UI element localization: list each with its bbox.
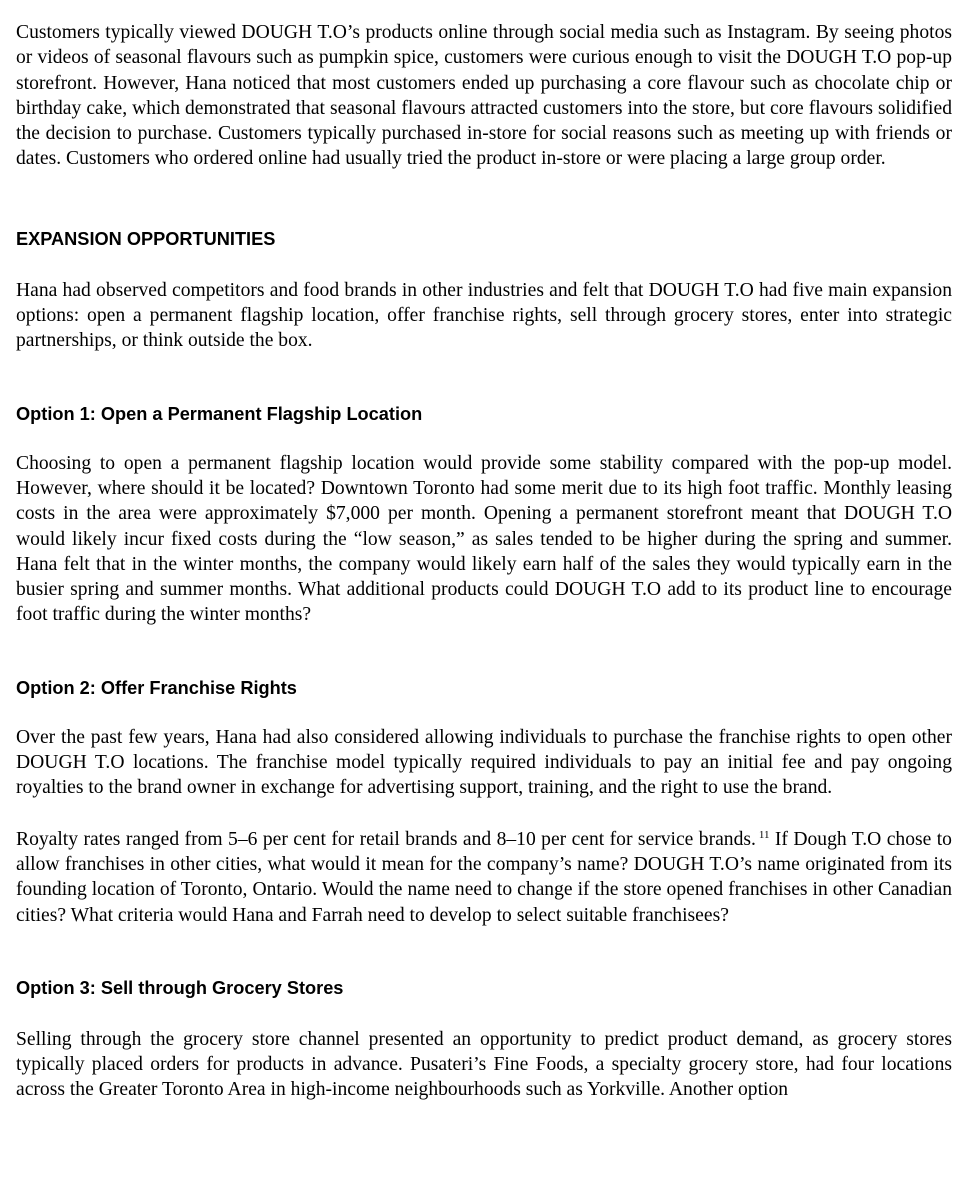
option2-paragraph-2-start: Royalty rates ranged from 5–6 per cent for retail brands and 8–10 per cent for service brands. — [16, 828, 756, 850]
intro-paragraph: Customers typically viewed DOUGH T.O’s products online through social media such as Instagram. By seeing photos or videos of seasonal flavours such as pumpkin spice, customers were curious enough to visit the DOUGH T.O pop-up storefront. However, Hana noticed that most customers ended up purchasing a core flavour such as chocolate chip or birthday cake, which demonstrated that seasonal flavours attracted customers into the store, but core flavours solidified the decision to purchase. Customers typically purchased in-store for social reasons such as meeting up with friends or dates. Customers who ordered online had usually tried the product in-store or were placing a large group order. — [16, 22, 952, 170]
option2-paragraph-1: Over the past few years, Hana had also considered allowing individuals to purchase the franchise rights to open other DOUGH T.O locations. The franchise model typically required individuals to pay an initial fee and pay ongoing royalties to the brand owner in exchange for advertising support, training, and the right to use the brand. — [16, 726, 952, 799]
expansion-opportunities-heading: EXPANSION OPPORTUNITIES — [16, 228, 276, 249]
option3-heading: Option 3: Sell through Grocery Stores — [16, 977, 344, 998]
document-page — [16, 20, 952, 1103]
option2-heading: Option 2: Offer Franchise Rights — [16, 677, 297, 698]
option2-paragraph-2-end: If Dough T.O chose to allow franchises in other cities, what would it mean for the company’s name? DOUGH T.O’s name originated from its founding location of Toronto, Ontario. Would the name need to change if the store opened franchises in other Canadian cities? What criteria would Hana and Farrah need to develop to select suitable franchisees? — [16, 828, 952, 926]
footnote-marker: 11 — [758, 828, 770, 841]
expansion-paragraph: Hana had observed competitors and food brands in other industries and felt that DOUGH T.O had five main expansion options: open a permanent flagship location, offer franchise rights, sell through grocery stores, enter into strategic partnerships, or think outside the box. — [16, 279, 952, 352]
option3-paragraph: Selling through the grocery store channel presented an opportunity to predict product demand, as grocery stores typically placed orders for products in advance. Pusateri’s Fine Foods, a specialty grocery store, had four locations across the Greater Toronto Area in high-income neighbourhoods such as Yorkville. Another option — [16, 1028, 952, 1101]
option2-paragraph-2 — [16, 827, 952, 928]
option1-paragraph: Choosing to open a permanent flagship location would provide some stability compared with the pop-up model. However, where should it be located? Downtown Toronto had some merit due to its high foot traffic. Monthly leasing costs in the area were approximately $7,000 per month. Opening a permanent storefront meant that DOUGH T.O would likely incur fixed costs during the “low season,” as sales tended to be higher during the spring and summer. Hana felt that in the winter months, the company would likely earn half of the sales they would typically earn in the busier spring and summer months. What additional products could DOUGH T.O add to its product line to encourage foot traffic during the winter months? — [16, 452, 952, 626]
option1-heading: Option 1: Open a Permanent Flagship Location — [16, 403, 423, 424]
